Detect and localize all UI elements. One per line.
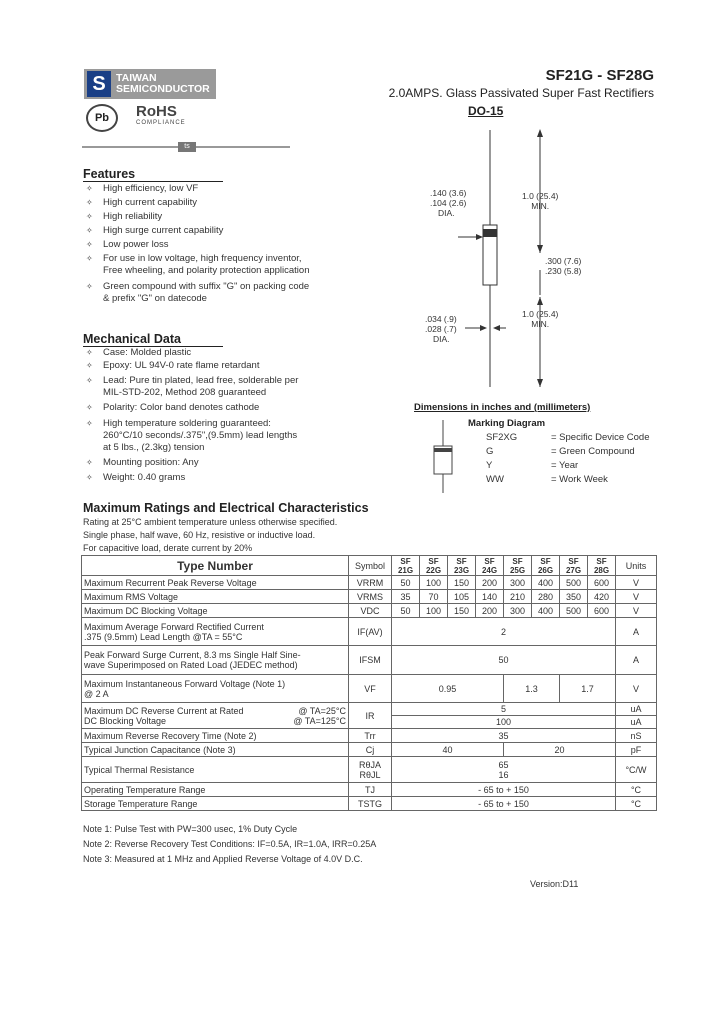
header-part: SF 28G bbox=[588, 556, 616, 576]
dim-top-length bbox=[522, 191, 558, 211]
company-name-line1: TAIWAN bbox=[116, 72, 157, 84]
header-type-number: Type Number bbox=[82, 556, 349, 576]
mechanical-item: ✧ High temperature soldering guaranteed: 260°C/10 seconds/.375",(9.5mm) lead lengths at 5 lbs., (2.3kg) tension bbox=[83, 418, 301, 454]
dim-text: DIA. bbox=[433, 334, 450, 344]
row-label bbox=[82, 618, 349, 646]
row-label: Maximum DC Blocking Voltage bbox=[82, 604, 349, 618]
dim-text: DIA. bbox=[438, 208, 455, 218]
marking-codes bbox=[486, 431, 517, 487]
ratings-table bbox=[81, 555, 657, 811]
features-title: Features bbox=[83, 167, 136, 181]
row-label-line: Peak Forward Surge Current, 8.3 ms Single Half Sine- bbox=[84, 650, 301, 660]
row-label: Typical Thermal Resistance bbox=[82, 757, 349, 783]
note-line: Note 3: Measured at 1 MHz and Applied Reverse Voltage of 4.0V D.C. bbox=[83, 854, 363, 864]
cell-value: 5 bbox=[392, 703, 616, 716]
feature-item: ✧ Low power loss bbox=[83, 239, 313, 251]
dim-body-length bbox=[545, 256, 581, 276]
cell-value: 40 bbox=[392, 743, 504, 757]
marking-meaning: = Green Compound bbox=[551, 446, 635, 457]
row-label bbox=[82, 703, 349, 729]
dim-text: 1.0 (25.4) bbox=[522, 191, 559, 201]
dimensions-caption: Dimensions in inches and (millimeters) bbox=[414, 402, 591, 413]
ratings-title: Maximum Ratings and Electrical Characteristics bbox=[83, 501, 369, 515]
row-label-line: Maximum Instantaneous Forward Voltage (Note 1) bbox=[84, 678, 286, 689]
symbol-line: RθJA bbox=[358, 759, 381, 770]
row-unit: A bbox=[616, 618, 657, 646]
cell-value: 300 bbox=[504, 576, 532, 590]
row-symbol: TSTG bbox=[349, 797, 392, 811]
row-unit: pF bbox=[616, 743, 657, 757]
note-line: Note 2: Reverse Recovery Test Conditions: IF=0.5A, IR=1.0A, IRR=0.25A bbox=[83, 839, 377, 849]
row-label: Storage Temperature Range bbox=[82, 797, 349, 811]
row-unit: V bbox=[616, 590, 657, 604]
cell-value: 2 bbox=[392, 618, 616, 646]
dim-text: 1.0 (25.4) bbox=[522, 309, 559, 319]
features-list bbox=[83, 183, 313, 305]
cell-value: 210 bbox=[504, 590, 532, 604]
table-row bbox=[82, 797, 657, 811]
cell-value: 400 bbox=[532, 576, 560, 590]
header-part: SF 23G bbox=[448, 556, 476, 576]
row-unit: V bbox=[616, 604, 657, 618]
logo-mark: S bbox=[87, 71, 111, 97]
dim-text: .230 (5.8) bbox=[545, 266, 582, 276]
row-symbol bbox=[349, 757, 392, 783]
mechanical-title: Mechanical Data bbox=[83, 332, 181, 346]
cell-value bbox=[392, 757, 616, 783]
marking-code: WW bbox=[486, 474, 504, 485]
cell-value: 150 bbox=[448, 576, 476, 590]
marking-diode-drawing bbox=[428, 418, 458, 494]
marking-code: Y bbox=[486, 460, 493, 471]
cell-value: 600 bbox=[588, 576, 616, 590]
row-label: Maximum RMS Voltage bbox=[82, 590, 349, 604]
header-part: SF 27G bbox=[560, 556, 588, 576]
cell-value: 70 bbox=[420, 590, 448, 604]
header-part: SF 22G bbox=[420, 556, 448, 576]
row-unit: °C bbox=[616, 797, 657, 811]
row-unit: V bbox=[616, 675, 657, 703]
table-row bbox=[82, 618, 657, 646]
rohs-badge: RoHS bbox=[136, 103, 177, 120]
rohs-compliance-text: COMPLIANCE bbox=[136, 120, 186, 126]
condition-line: For capacitive load, derate current by 20% bbox=[83, 543, 253, 553]
table-row bbox=[82, 675, 657, 703]
row-symbol: VF bbox=[349, 675, 392, 703]
feature-item: ✧ Green compound with suffix "G" on packing code & prefix "G" on datecode bbox=[83, 281, 313, 305]
dim-text: .034 (.9) bbox=[425, 314, 457, 324]
mechanical-item: ✧ Weight: 0.40 grams bbox=[83, 472, 301, 484]
condition-line: Single phase, half wave, 60 Hz, resistive or inductive load. bbox=[83, 530, 316, 540]
table-row bbox=[82, 783, 657, 797]
condition-line: Rating at 25°C ambient temperature unless otherwise specified. bbox=[83, 517, 338, 527]
row-unit: V bbox=[616, 576, 657, 590]
feature-item: ✧ For use in low voltage, high frequency inventor, Free wheeling, and polarity protection application bbox=[83, 253, 313, 277]
cell-value: 100 bbox=[392, 716, 616, 729]
feature-item: ✧ High efficiency, low VF bbox=[83, 183, 313, 195]
ratings-conditions bbox=[83, 516, 337, 555]
row-symbol: IFSM bbox=[349, 646, 392, 675]
divider-tag: ts bbox=[178, 142, 196, 152]
header-part: SF 24G bbox=[476, 556, 504, 576]
feature-item: ✧ High reliability bbox=[83, 211, 313, 223]
features-underline bbox=[83, 181, 223, 182]
feature-item: ✧ High surge current capability bbox=[83, 225, 313, 237]
mechanical-item: ✧ Mounting position: Any bbox=[83, 457, 301, 469]
mechanical-item: ✧ Polarity: Color band denotes cathode bbox=[83, 402, 301, 414]
cell-value: 300 bbox=[504, 604, 532, 618]
table-row bbox=[82, 576, 657, 590]
row-label: Maximum Recurrent Peak Reverse Voltage bbox=[82, 576, 349, 590]
cell-value: 200 bbox=[476, 576, 504, 590]
dim-lead-diameter bbox=[430, 188, 466, 218]
mechanical-list bbox=[83, 347, 301, 484]
cathode-band bbox=[483, 229, 497, 237]
row-condition: @ TA=125°C bbox=[293, 715, 346, 726]
marking-code: SF2XG bbox=[486, 432, 518, 443]
table-row bbox=[82, 604, 657, 618]
cell-value: 1.7 bbox=[560, 675, 616, 703]
cell-value: 1.3 bbox=[504, 675, 560, 703]
row-label-line: .375 (9.5mm) Lead Length @TA = 55°C bbox=[84, 631, 243, 642]
header-part: SF 25G bbox=[504, 556, 532, 576]
row-unit: nS bbox=[616, 729, 657, 743]
cell-value: 100 bbox=[420, 576, 448, 590]
company-name-line2: SEMICONDUCTOR bbox=[116, 83, 210, 95]
row-symbol: IR bbox=[349, 703, 392, 729]
dim-text: .300 (7.6) bbox=[545, 256, 582, 266]
row-unit: A bbox=[616, 646, 657, 675]
marking-meanings bbox=[551, 431, 649, 487]
row-label: Maximum Reverse Recovery Time (Note 2) bbox=[82, 729, 349, 743]
row-symbol: VDC bbox=[349, 604, 392, 618]
row-unit: uA bbox=[616, 716, 657, 729]
marking-meaning: = Year bbox=[551, 460, 579, 471]
row-symbol: VRRM bbox=[349, 576, 392, 590]
feature-item: ✧ High current capability bbox=[83, 197, 313, 209]
row-label: Typical Junction Capacitance (Note 3) bbox=[82, 743, 349, 757]
row-label-line: @ 2 A bbox=[84, 688, 109, 699]
cell-value: 280 bbox=[532, 590, 560, 604]
marking-meaning: = Work Week bbox=[551, 474, 608, 485]
table-row bbox=[82, 743, 657, 757]
cell-value: - 65 to + 150 bbox=[392, 783, 616, 797]
dim-text: MIN. bbox=[531, 319, 550, 329]
header-units: Units bbox=[616, 556, 657, 576]
table-row bbox=[82, 646, 657, 675]
notes bbox=[83, 822, 376, 867]
cell-value: 500 bbox=[560, 576, 588, 590]
row-label-line: Maximum Average Forward Rectified Current bbox=[84, 621, 264, 632]
mechanical-item: ✧ Epoxy: UL 94V-0 rate flame retardant bbox=[83, 360, 301, 372]
cell-value: 420 bbox=[588, 590, 616, 604]
dim-text: .140 (3.6) bbox=[430, 188, 467, 198]
table-row bbox=[82, 703, 657, 716]
header-part: SF 26G bbox=[532, 556, 560, 576]
dim-text: .028 (.7) bbox=[425, 324, 457, 334]
cell-value: 500 bbox=[560, 604, 588, 618]
cell-value: 50 bbox=[392, 646, 616, 675]
row-condition: @ TA=25°C bbox=[298, 705, 346, 716]
value-line: 65 bbox=[498, 759, 509, 770]
cell-value: 20 bbox=[504, 743, 616, 757]
cell-value: 140 bbox=[476, 590, 504, 604]
row-label-line: wave Superimposed on Rated Load (JEDEC method) bbox=[84, 660, 298, 670]
product-description: 2.0AMPS. Glass Passivated Super Fast Rectifiers bbox=[388, 86, 654, 100]
mechanical-item: ✧ Case: Molded plastic bbox=[83, 347, 301, 359]
header-part: SF 21G bbox=[392, 556, 420, 576]
row-symbol: Trr bbox=[349, 729, 392, 743]
cell-value: 50 bbox=[392, 604, 420, 618]
marking-meaning: = Specific Device Code bbox=[551, 432, 650, 443]
row-label: Operating Temperature Range bbox=[82, 783, 349, 797]
cell-value: 35 bbox=[392, 590, 420, 604]
part-range-title: SF21G - SF28G bbox=[545, 67, 654, 84]
symbol-line: RθJL bbox=[359, 769, 381, 780]
cell-value: 600 bbox=[588, 604, 616, 618]
package-name: DO-15 bbox=[468, 104, 504, 118]
cell-value: 35 bbox=[392, 729, 616, 743]
row-label bbox=[82, 646, 349, 675]
cell-value: 105 bbox=[448, 590, 476, 604]
marking-diagram-title: Marking Diagram bbox=[468, 418, 546, 429]
row-symbol: TJ bbox=[349, 783, 392, 797]
row-unit: uA bbox=[616, 703, 657, 716]
cell-value: 50 bbox=[392, 576, 420, 590]
row-label-line: Maximum DC Reverse Current at Rated bbox=[84, 705, 244, 716]
table-header-row bbox=[82, 556, 657, 576]
table-row bbox=[82, 729, 657, 743]
row-unit: °C bbox=[616, 783, 657, 797]
dim-bottom-length bbox=[522, 309, 558, 329]
row-label bbox=[82, 675, 349, 703]
dim-text: .104 (2.6) bbox=[430, 198, 467, 208]
cell-value: 0.95 bbox=[392, 675, 504, 703]
version-label: Version:D11 bbox=[530, 879, 579, 889]
row-unit: °C/W bbox=[616, 757, 657, 783]
cell-value: - 65 to + 150 bbox=[392, 797, 616, 811]
marking-code: G bbox=[486, 446, 494, 457]
cell-value: 100 bbox=[420, 604, 448, 618]
pb-free-badge: Pb bbox=[86, 104, 118, 132]
company-logo bbox=[84, 69, 216, 99]
header-symbol: Symbol bbox=[349, 556, 392, 576]
note-line: Note 1: Pulse Test with PW=300 usec, 1% Duty Cycle bbox=[83, 824, 298, 834]
row-symbol: VRMS bbox=[349, 590, 392, 604]
table-row bbox=[82, 757, 657, 783]
dim-wire-diameter bbox=[425, 314, 457, 344]
cell-value: 200 bbox=[476, 604, 504, 618]
cell-value: 350 bbox=[560, 590, 588, 604]
row-symbol: IF(AV) bbox=[349, 618, 392, 646]
cell-value: 150 bbox=[448, 604, 476, 618]
row-symbol: Cj bbox=[349, 743, 392, 757]
row-label-line: DC Blocking Voltage bbox=[84, 715, 167, 726]
cell-value: 400 bbox=[532, 604, 560, 618]
value-line: 16 bbox=[498, 769, 509, 780]
mechanical-item: ✧ Lead: Pure tin plated, lead free, solderable per MIL-STD-202, Method 208 guaranteed bbox=[83, 375, 301, 399]
dim-text: MIN. bbox=[531, 201, 550, 211]
table-row bbox=[82, 590, 657, 604]
